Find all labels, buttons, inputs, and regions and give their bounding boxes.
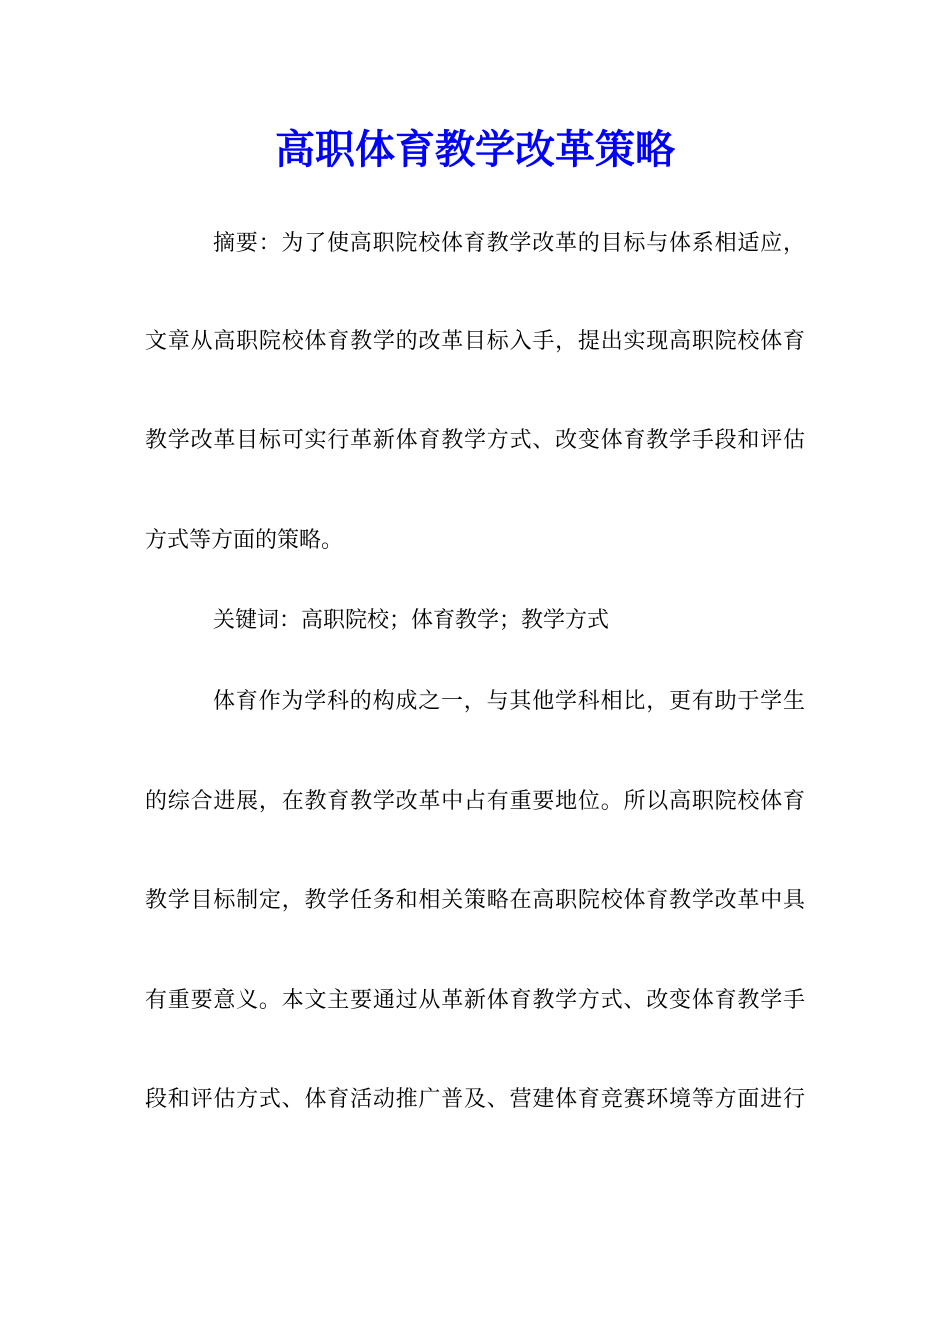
keywords-line: 关键词：高职院校；体育教学；教学方式 [213, 608, 610, 633]
body-line-4: 有重要意义。本文主要通过从革新体育教学方式、改变体育教学手 [145, 988, 805, 1013]
body-line-2: 的综合进展，在教育教学改革中占有重要地位。所以高职院校体育 [145, 789, 805, 814]
abstract-line-4: 方式等方面的策略。 [145, 528, 344, 553]
body-line-1: 体育作为学科的构成之一，与其他学科相比，更有助于学生 [213, 689, 805, 714]
abstract-line-1: 摘要：为了使高职院校体育教学改革的目标与体系相适应， [213, 231, 805, 256]
body-line-5: 段和评估方式、体育活动推广普及、营建体育竞赛环境等方面进行 [145, 1087, 805, 1112]
document-title: 高职体育教学改革策略 [275, 126, 675, 173]
abstract-line-3: 教学改革目标可实行革新体育教学方式、改变体育教学手段和评估 [145, 428, 805, 453]
body-line-3: 教学目标制定，教学任务和相关策略在高职院校体育教学改革中具 [145, 888, 805, 913]
abstract-line-2: 文章从高职院校体育教学的改革目标入手，提出实现高职院校体育 [145, 329, 805, 354]
